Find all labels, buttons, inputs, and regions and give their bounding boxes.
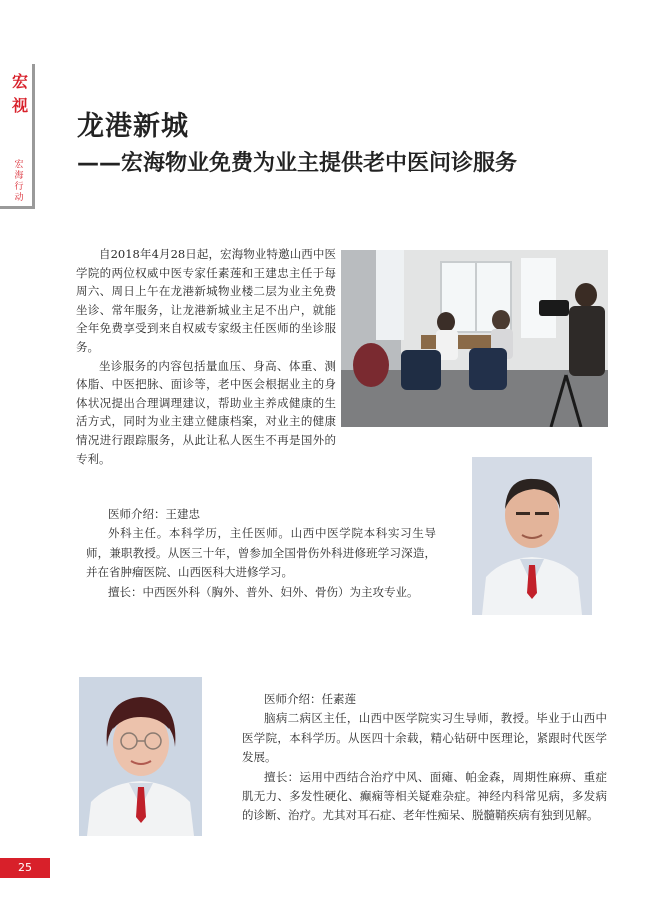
article-title: 龙港新城	[77, 111, 189, 142]
doctor-ren-specialty: 擅长：运用中西结合治疗中风、面瘫、帕金森，周期性麻痹、重症肌无力、多发性硬化、癫痫等相关疑难杂症。神经内科常见病，多发病的诊断、治疗。尤其对耳石症、老年性痴呆、脱髓鞘疾病有独到见解。	[242, 769, 607, 823]
intro-paragraph: 坐诊服务的内容包括量血压、身高、体重、测体脂、中医把脉、面诊等，老中医会根据业主的身体状况提出合理调理建议，帮助业主养成健康的生活方式，同时为业主建立健康档案，对业主的健康情况进行跟踪服务，从此让私人医生不再是国外的专利。	[76, 358, 336, 466]
article-subtitle: ——宏海物业免费为业主提供老中医问诊服务	[77, 151, 518, 176]
doctor-ren-heading: 医师介绍：任素莲	[264, 692, 356, 706]
section-sub-char: 行	[14, 182, 24, 192]
section-main-label	[10, 70, 30, 118]
section-sub-char: 宏	[14, 160, 24, 170]
section-sub-char: 海	[14, 171, 24, 181]
doctor-wang-portrait	[472, 457, 592, 615]
intro-paragraph: 自2018年4月28日起，宏海物业特邀山西中医学院的两位权威中医专家任素莲和王建忠主任于每周六、周日上午在龙港新城物业楼二层为业主免费坐诊、常年服务，让龙港新城业主足不出户，就能全年免费享受到来自权威专家级主任医师的坐诊服务。	[76, 247, 336, 354]
intro-text	[76, 245, 336, 468]
doctor-ren-bio: 脑病二病区主任，山西中医学院实习生导师，教授。毕业于山西中医学院，本科学历。从医四十余载，精心钻研中医理论，紧跟时代医学发展。	[242, 711, 607, 765]
doctor-wang-bio: 外科主任。本科学历，主任医师。山西中医学院本科实习生导师，兼职教授。从医三十年，曾参加全国骨伤外科进修班学习深造，并在省肿瘤医院、山西医科大进修学习。	[86, 526, 436, 580]
doctor-wang-specialty: 擅长：中西医外科（胸外、普外、妇外、骨伤）为主攻专业。	[108, 584, 419, 599]
page-number: 25	[0, 858, 50, 878]
doctor-wang-heading: 医师介绍：王建忠	[108, 507, 200, 521]
doctor-ren-profile	[242, 690, 607, 826]
consultation-photo	[341, 250, 608, 427]
section-sub-label	[12, 160, 26, 204]
doctor-ren-portrait	[79, 677, 202, 836]
doctor-wang-profile	[86, 505, 436, 602]
section-main-char: 宏	[11, 72, 28, 91]
section-main-char: 视	[11, 96, 28, 115]
section-sub-char: 动	[14, 193, 24, 203]
